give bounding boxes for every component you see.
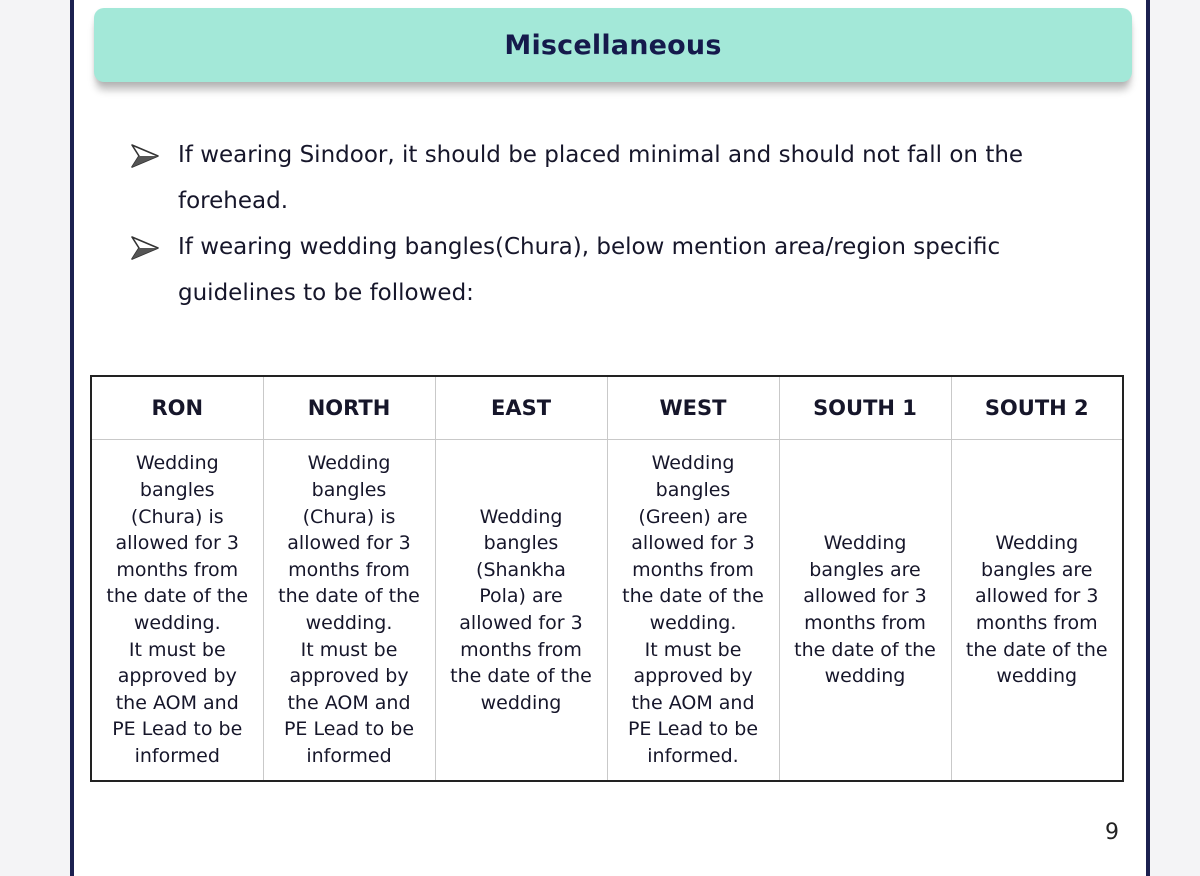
cell-text: Wedding bangles (Chura) is allowed for 3 months from the date of the wedding. It must be approved by the AOM and PE Lead to be informed <box>278 452 420 767</box>
arrow-bullet-icon <box>130 143 160 169</box>
cell-text: Wedding bangles are allowed for 3 months from the date of the wedding <box>794 532 936 688</box>
cell-north <box>263 440 435 782</box>
bullet-item <box>130 132 1090 224</box>
table-row <box>91 440 1123 782</box>
cell-text: Wedding bangles are allowed for 3 months from the date of the wedding <box>965 532 1108 688</box>
arrow-bullet-icon <box>130 235 160 261</box>
table-header-row <box>91 376 1123 440</box>
cell-west <box>607 440 779 782</box>
column-header-south-1: SOUTH 1 <box>779 376 951 440</box>
column-header-south-2: SOUTH 2 <box>951 376 1123 440</box>
bullet-text: If wearing Sindoor, it should be placed minimal and should not fall on the forehead. <box>178 142 1024 214</box>
column-header-east: EAST <box>435 376 607 440</box>
column-header-west: WEST <box>607 376 779 440</box>
column-header-ron: RON <box>91 376 263 440</box>
cell-text: Wedding bangles (Green) are allowed for 3 months from the date of the wedding. It must be approved by the AOM and PE Lead to be informed. <box>622 452 764 767</box>
cell-text: Wedding bangles (Chura) is allowed for 3 months from the date of the wedding. It must be approved by the AOM and PE Lead to be informed <box>106 452 249 767</box>
section-title: Miscellaneous <box>504 29 722 61</box>
region-guidelines-table <box>90 375 1124 782</box>
bullet-text: If wearing wedding bangles(Chura), below mention area/region specific guidelines to be followed: <box>178 234 1001 306</box>
bullet-item <box>130 224 1090 316</box>
cell-text: Wedding bangles (Shankha Pola) are allowed for 3 months from the date of the wedding <box>450 505 592 714</box>
cell-east <box>435 440 607 782</box>
bullet-list <box>130 132 1090 316</box>
column-header-north: NORTH <box>263 376 435 440</box>
cell-south-1 <box>779 440 951 782</box>
cell-south-2 <box>951 440 1123 782</box>
section-banner <box>94 8 1132 82</box>
cell-ron <box>91 440 263 782</box>
page-number: 9 <box>1105 820 1119 845</box>
